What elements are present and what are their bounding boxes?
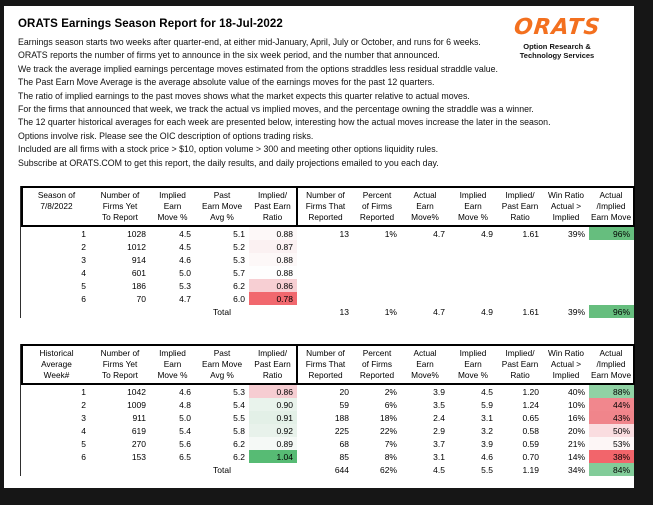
intro-line: We track the average implied earnings percentage moves estimated from the options straddles less residual straddle value. [18,63,499,74]
table-cell [353,240,401,253]
table-cell: 44% [589,398,634,411]
column-header: Implied Earn Move % [150,345,195,384]
table-cell: 14% [567,451,585,462]
table-cell [297,292,353,305]
table-cell [297,266,353,279]
table-row [22,226,634,240]
table-cell [543,253,589,266]
table-cell: 3.1 [433,451,445,462]
table-cell: 1042 [127,386,146,397]
table-cell: 3.9 [433,386,445,397]
table-cell: 10% [567,399,585,410]
column-header: Actual Earn Move% [401,187,449,226]
table-cell: 4.8 [179,399,191,410]
column-header: Historical Average Week# [22,345,90,384]
column-header: Percent of Firms Reported [353,187,401,226]
table-cell: 5.7 [233,267,245,278]
column-header: Number of Firms Yet To Report [90,345,150,384]
table-row [22,253,634,266]
table-cell [150,463,195,476]
intro-line: The ratio of implied earnings to the past moves shows what the market expects this quarter relative to actual moves. [18,90,470,101]
table-cell: 4.6 [481,451,493,462]
table-cell: 0.88 [249,226,297,240]
table-cell: 0.92 [249,424,297,437]
table-cell [497,266,543,279]
table-cell: 88% [589,384,634,398]
orats-logo-tagline-line1: Option Research & [523,42,591,51]
table-cell: 3.1 [481,412,493,423]
table-cell: 39% [567,228,585,239]
table-cell: 1012 [127,241,146,252]
table-cell [297,279,353,292]
table-cell: 18% [379,412,397,423]
table-cell [353,279,401,292]
table-cell: 0.70 [522,451,539,462]
table-cell: 40% [567,386,585,397]
table-cell [589,279,634,292]
table-cell [401,266,449,279]
table-cell: 644 [334,464,349,475]
table-cell [401,240,449,253]
table-cell: 5.5 [233,412,245,423]
column-header: Win Ratio Actual > Implied [543,187,589,226]
total-row [22,463,634,476]
table-cell: 59 [339,399,349,410]
table-cell: 4.7 [433,228,445,239]
intro-line: Included are all firms with a stock price > $10, option volume > 300 and meeting other options liquidity rules. [18,144,439,155]
table-cell: 7% [384,438,397,449]
table-cell: 0.86 [249,384,297,398]
table-cell: 5.5 [481,464,493,475]
total-label: Total [213,464,231,475]
table-cell: 914 [131,254,146,265]
header-row [22,187,634,226]
table-cell [449,292,497,305]
page-title: ORATS Earnings Season Report for 18-Jul-2022 [18,18,283,30]
table-cell: 911 [132,412,146,423]
table-row [22,411,634,424]
table-cell [449,240,497,253]
table-cell: 0.91 [249,411,297,424]
intro-line: Subscribe at ORATS.COM to get this report, the daily results, and daily projections emailed to you each day. [18,157,439,168]
table-cell: 2 [81,399,86,410]
table-cell: 186 [131,280,146,291]
column-header: Win Ratio Actual > Implied [543,345,589,384]
table-cell: 1% [384,228,397,239]
table-cell [589,253,634,266]
table-cell: 6.2 [233,280,245,291]
table-cell: 68 [339,438,349,449]
table-cell: 4.5 [433,464,445,475]
table-cell: 4.9 [481,306,493,317]
table-cell: 1% [384,306,397,317]
table-cell: 1028 [127,228,146,239]
table-cell: 5.0 [179,412,191,423]
table-cell: 5.3 [233,386,245,397]
table-cell: 619 [131,425,146,436]
table-cell: 3 [81,412,86,423]
table-cell: 2 [81,241,86,252]
table-cell: 84% [589,463,634,476]
table-cell: 85 [339,451,349,462]
table-cell: 4.6 [179,254,191,265]
table-cell: 4.7 [179,293,191,304]
table-cell: 4 [81,425,86,436]
table-cell: 1.24 [522,399,539,410]
table-cell: 3.7 [433,438,445,449]
table-cell: 0.86 [249,279,297,292]
table-cell: 4.5 [179,228,191,239]
table-cell: 39% [567,306,585,317]
orats-logo [498,16,616,60]
table-cell: 3.9 [481,438,493,449]
table-cell: 5 [81,280,86,291]
column-header: Number of Firms That Reported [297,187,353,226]
table-cell: 6.2 [233,451,245,462]
table-cell: 1 [81,386,86,397]
table-cell [401,253,449,266]
table-cell: 6% [384,399,397,410]
table-cell: 5.6 [179,438,191,449]
table-cell: 0.78 [249,292,297,305]
table-cell: 0.88 [249,266,297,279]
table-cell: 34% [567,464,585,475]
table-cell: 5.3 [233,254,245,265]
table-cell [449,253,497,266]
column-header: Implied Earn Move % [449,345,497,384]
column-header: Past Earn Move Avg % [195,345,249,384]
table-cell: 13 [339,228,349,239]
table-cell: 62% [379,464,397,475]
table-cell: 0.87 [249,240,297,253]
column-header: Actual /Implied Earn Move [589,187,634,226]
table-row [22,279,634,292]
column-header: Implied/ Past Earn Ratio [249,345,297,384]
column-header: Season of 7/8/2022 [22,187,90,226]
table-cell [150,305,195,318]
table-cell: 2.9 [433,425,445,436]
table-cell: 270 [131,438,146,449]
table-cell: 5.4 [233,399,245,410]
table-cell [449,279,497,292]
table-cell: 1.20 [522,386,539,397]
table-cell: 225 [334,425,349,436]
table-cell: 5.4 [179,425,191,436]
table-cell: 6.5 [179,451,191,462]
table-cell: 5.2 [233,241,245,252]
table-cell [353,253,401,266]
table-cell [589,240,634,253]
intro-line: The Past Earn Move Average is the average absolute value of the earnings moves for the past 12 quarters. [18,77,435,88]
table-cell: 4.5 [481,386,493,397]
column-header: Implied/ Past Earn Ratio [497,345,543,384]
column-header: Number of Firms That Reported [297,345,353,384]
table-cell: 4.6 [179,386,191,397]
table-cell: 0.89 [249,437,297,450]
table-cell: 4.5 [179,241,191,252]
table-cell: 6 [81,451,86,462]
table-cell: 6.0 [233,293,245,304]
table-row [22,437,634,450]
table-cell [401,292,449,305]
table-cell: 20 [339,386,349,397]
total-label: Total [213,306,231,317]
orats-logo-tagline [498,42,616,60]
table-cell: 1.04 [249,450,297,463]
intro-line: ORATS reports the number of firms yet to announce in the six week period, and the number that announced. [18,50,440,61]
table-row [22,398,634,411]
table-cell: 0.59 [522,438,539,449]
table-cell: 601 [131,267,146,278]
table-cell: 3.5 [433,399,445,410]
table-cell: 153 [131,451,146,462]
table-cell [22,305,90,318]
table-row [22,292,634,305]
column-header: Implied Earn Move % [449,187,497,226]
table-cell [589,266,634,279]
table-cell: 4.9 [481,228,493,239]
table-cell: 96% [589,226,634,240]
table-cell: 6.2 [233,438,245,449]
table-cell: 1.19 [522,464,539,475]
table-cell: 3 [81,254,86,265]
table-cell: 96% [589,305,634,318]
table-cell: 43% [589,411,634,424]
column-header: Actual Earn Move% [401,345,449,384]
table-cell [249,305,297,318]
table-cell [497,292,543,305]
table-cell [353,292,401,305]
table-cell: 70 [136,293,146,304]
table-cell [589,292,634,305]
table-cell [449,266,497,279]
table-cell [90,305,150,318]
table-cell: 0.88 [249,253,297,266]
table-cell: 13 [339,306,349,317]
table-cell: 4 [81,267,86,278]
report-page [4,6,634,488]
table-cell: 2% [384,386,397,397]
table-cell: 1.61 [522,228,539,239]
table-cell: 3.2 [481,425,493,436]
table-cell: 0.65 [522,412,539,423]
table-cell: 21% [567,438,585,449]
table-cell [497,279,543,292]
intro-line: Options involve risk. Please see the OIC description of options trading risks. [18,130,314,141]
table-cell [543,266,589,279]
column-header: Number of Firms Yet To Report [90,187,150,226]
historical-average-table-container [20,344,635,476]
table-cell: 16% [567,412,585,423]
table-cell [543,240,589,253]
column-header: Actual /Implied Earn Move [589,345,634,384]
intro-line: For the firms that announced that week, we track the actual vs implied moves, and the percentage owning the straddle was a winner. [18,104,534,115]
table-row [22,424,634,437]
current-season-table-container [20,186,635,318]
column-header: Past Earn Move Avg % [195,187,249,226]
table-cell: 1 [81,228,86,239]
table-cell: 4.7 [433,306,445,317]
table-cell: 22% [379,425,397,436]
header-row [22,345,634,384]
intro-line: The 12 quarter historical averages for each week are presented below, interesting how the actual moves increase the later in the season. [18,117,551,128]
table-cell: 5.1 [233,228,245,239]
table-cell: 188 [334,412,349,423]
table-cell: 38% [589,450,634,463]
table-cell: 8% [384,451,397,462]
table-cell [497,240,543,253]
table-cell: 5.0 [179,267,191,278]
table-row [22,266,634,279]
table-cell [353,266,401,279]
table-cell: 50% [589,424,634,437]
table-cell: 6 [81,293,86,304]
table-row [22,240,634,253]
total-row [22,305,634,318]
table-cell: 5.9 [481,399,493,410]
historical-average-table [21,344,635,476]
column-header: Implied/ Past Earn Ratio [497,187,543,226]
column-header: Percent of Firms Reported [353,345,401,384]
orats-logo-wordmark: ORATS [512,15,602,40]
table-cell [543,292,589,305]
table-cell [90,463,150,476]
table-cell [297,240,353,253]
table-cell: 20% [567,425,585,436]
table-cell: 2.4 [433,412,445,423]
table-cell: 0.90 [249,398,297,411]
table-cell [249,463,297,476]
current-season-table [21,186,635,318]
table-cell: 5 [81,438,86,449]
table-cell [497,253,543,266]
column-header: Implied Earn Move % [150,187,195,226]
table-row [22,384,634,398]
table-cell [401,279,449,292]
table-cell: 5.3 [179,280,191,291]
intro-line: Earnings season starts two weeks after quarter-end, at either mid-January, April, July or October, and runs for 6 weeks. [18,37,481,47]
table-cell: 5.8 [233,425,245,436]
orats-logo-tagline-line2: Technology Services [519,51,595,60]
table-row [22,450,634,463]
table-cell: 53% [589,437,634,450]
table-cell: 0.58 [522,425,539,436]
table-cell [543,279,589,292]
table-cell: 1.61 [522,306,539,317]
column-header: Implied/ Past Earn Ratio [249,187,297,226]
table-cell [297,253,353,266]
table-cell [22,463,90,476]
table-cell: 1009 [127,399,146,410]
